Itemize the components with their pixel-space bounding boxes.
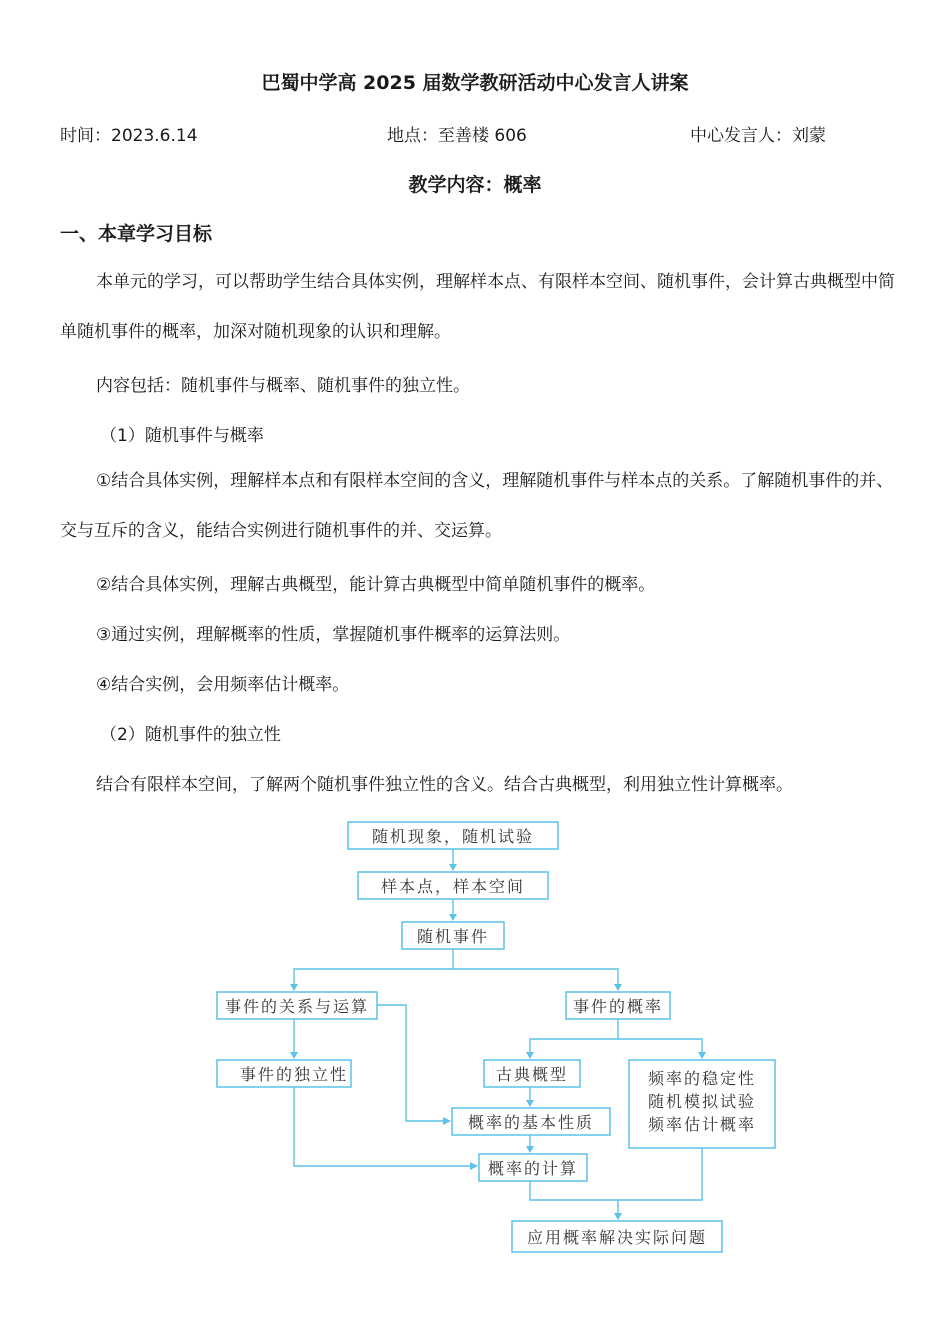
arrow-head xyxy=(449,864,457,871)
node-application-label: 应用概率解决实际问题 xyxy=(526,1228,708,1247)
document-title: 巴蜀中学高 2025 届数学教研活动中心发言人讲案 xyxy=(261,72,689,94)
subsection-1-title: （1）随机事件与概率 xyxy=(100,426,264,446)
objective-item-2: ②结合具体实例，理解古典概型，能计算古典概型中简单随机事件的概率。 xyxy=(96,575,656,595)
arrow-head xyxy=(443,1117,451,1125)
arrow-head xyxy=(526,1146,534,1153)
meeting-place: 地点：至善楼 606 xyxy=(387,126,527,146)
arrow-head xyxy=(290,1052,298,1059)
meeting-time: 时间：2023.6.14 xyxy=(60,126,198,146)
arrow-head xyxy=(614,1213,622,1220)
arrow-head xyxy=(449,914,457,921)
connector xyxy=(530,1181,618,1213)
node-event-independence-label: 事件的独立性 xyxy=(239,1065,349,1084)
arrow-head xyxy=(526,1052,534,1059)
subsection-2-title: （2）随机事件的独立性 xyxy=(100,725,281,745)
arrow-head xyxy=(470,1162,478,1170)
objective-item-3: ③通过实例，理解概率的性质，掌握随机事件概率的运算法则。 xyxy=(96,625,571,645)
meeting-speaker: 中心发言人：刘蒙 xyxy=(690,126,826,146)
arrow-head xyxy=(614,984,622,991)
connector xyxy=(294,1087,470,1166)
node-classical-model-label: 古典概型 xyxy=(495,1065,569,1084)
section-heading: 一、本章学习目标 xyxy=(60,223,213,245)
node-random-event-label: 随机事件 xyxy=(416,927,490,946)
intro-paragraph: 本单元的学习，可以帮助学生结合具体实例，理解样本点、有限样本空间、随机事件，会计算古典概型中简单随机事件的概率，加深对随机现象的认识和理解。 xyxy=(60,272,895,342)
objective-item-4: ④结合实例，会用频率估计概率。 xyxy=(96,675,350,695)
content-summary: 内容包括：随机事件与概率、随机事件的独立性。 xyxy=(96,376,470,396)
connector xyxy=(294,969,618,984)
node-frequency-line3: 频率估计概率 xyxy=(647,1115,757,1134)
node-probability-calculation-label: 概率的计算 xyxy=(487,1159,579,1178)
connector xyxy=(377,1005,443,1121)
connector xyxy=(618,1148,702,1200)
node-event-relations-label: 事件的关系与运算 xyxy=(224,997,370,1016)
objective-item-1: ①结合具体实例，理解样本点和有限样本空间的含义，理解随机事件与样本点的关系。了解随机事件的并、交与互斥的含义，能结合实例进行随机事件的并、交运算。 xyxy=(60,471,894,541)
node-frequency-line2: 随机模拟试验 xyxy=(647,1092,757,1111)
node-sample-space-label: 样本点，样本空间 xyxy=(380,877,526,896)
node-random-phenomenon-label: 随机现象，随机试验 xyxy=(371,827,535,846)
node-basic-properties-label: 概率的基本性质 xyxy=(467,1113,595,1132)
node-frequency-line1: 频率的稳定性 xyxy=(647,1069,757,1088)
subsection-2-text: 结合有限样本空间，了解两个随机事件独立性的含义。结合古典概型，利用独立性计算概率。 xyxy=(96,775,793,795)
node-event-probability-label: 事件的概率 xyxy=(572,997,664,1016)
connector xyxy=(618,1039,702,1052)
arrow-head xyxy=(526,1100,534,1107)
arrow-head xyxy=(698,1052,706,1059)
arrow-head xyxy=(290,984,298,991)
connector xyxy=(530,1019,618,1052)
teaching-content-title: 教学内容：概率 xyxy=(408,174,542,196)
